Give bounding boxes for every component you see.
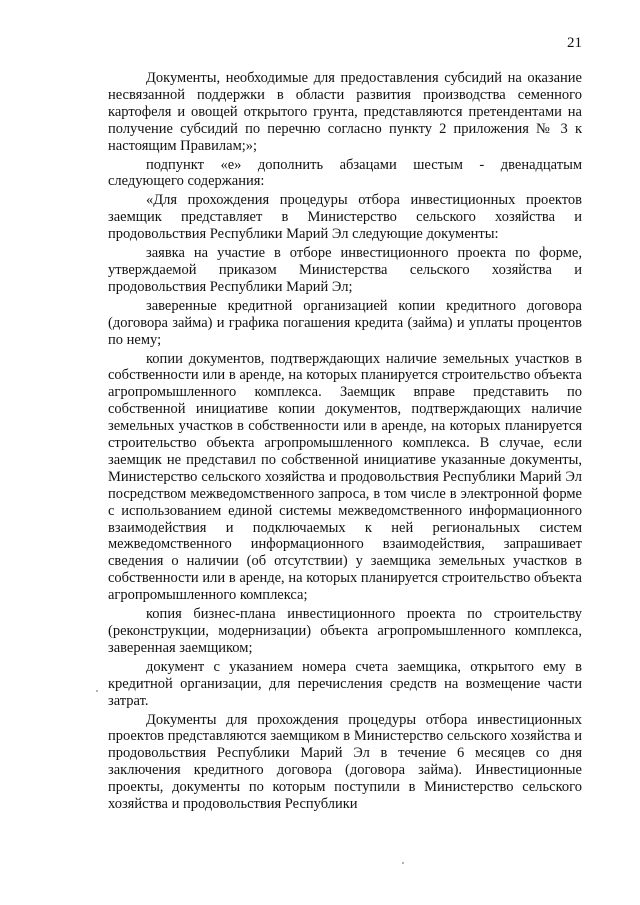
scan-speck [402, 862, 404, 864]
paragraph-submission-deadline: Документы для прохождения процедуры отбора инвестиционных проектов представляются заемщиком в Министерство сельского хозяйства и продовольствия Республики Марий Эл в течение 6 месяцев со дня заключения кредитного договора (договора займа). Инвестиционные проекты, документы по которым поступили в Министерство сельского хозяйства и продовольствия Республики [108, 711, 582, 813]
paragraph-account-number: документ с указанием номера счета заемщика, открытого ему в кредитной организации, для перечисления средств на возмещение части затрат. [108, 658, 582, 709]
paragraph-application-form: заявка на участие в отборе инвестиционного проекта по форме, утверждаемой приказом Министерства сельского хозяйства и продовольствия Республики Марий Эл; [108, 245, 582, 295]
paragraph-credit-agreement-copies: заверенные кредитной организацией копии кредитного договора (договора займа) и графика погашения кредита (займа) и уплаты процентов по нему; [108, 297, 582, 348]
paragraph-business-plan: копия бизнес-плана инвестиционного проекта по строительству (реконструкции, модернизации) объекта агропромышленного комплекса, заверенная заемщиком; [108, 606, 582, 656]
paragraph-land-plot-documents: копии документов, подтверждающих наличие земельных участков в собственности или в аренде, на которых планируется строительство объекта агропромышленного комплекса. Заемщик вправе представить по собственной инициативе копии документов, подтверждающих наличие земельных участков в собственности или в аренде, на которых планируется строительство объекта агропромышленного комплекса. В случае, если заемщик не представил по собственной инициативе указанные документы, Министерство сельского хозяйства и продовольствия Республики Марий Эл посредством межведомственного запроса, в том числе в электронной форме с использованием единой системы межведомственного информационного взаимодействия и подключаемых к ней региональных систем межведомственного информационного взаимодействия, запрашивает сведения о наличии (об отсутствии) у заемщика земельных участков в собственности или в аренде, на которых планируется строительство объекта агропромышленного комплекса; [108, 350, 582, 604]
paragraph-subpoint-e: подпункт «е» дополнить абзацами шестым - двенадцатым следующего содержания: [108, 156, 582, 190]
page-number: 21 [567, 35, 582, 51]
paragraph-selection-procedure: «Для прохождения процедуры отбора инвестиционных проектов заемщик представляет в Министерство сельского хозяйства и продовольствия Республики Марий Эл следующие документы: [108, 192, 582, 243]
paragraph-documents-required: Документы, необходимые для предоставления субсидий на оказание несвязанной поддержки в области развития производства семенного картофеля и овощей открытого грунта, представляются претендентами на получение субсидий по перечню согласно пункту 2 приложения № 3 к настоящим Правилам;»; [108, 70, 582, 154]
scan-speck [96, 690, 98, 692]
body-text [108, 70, 582, 813]
